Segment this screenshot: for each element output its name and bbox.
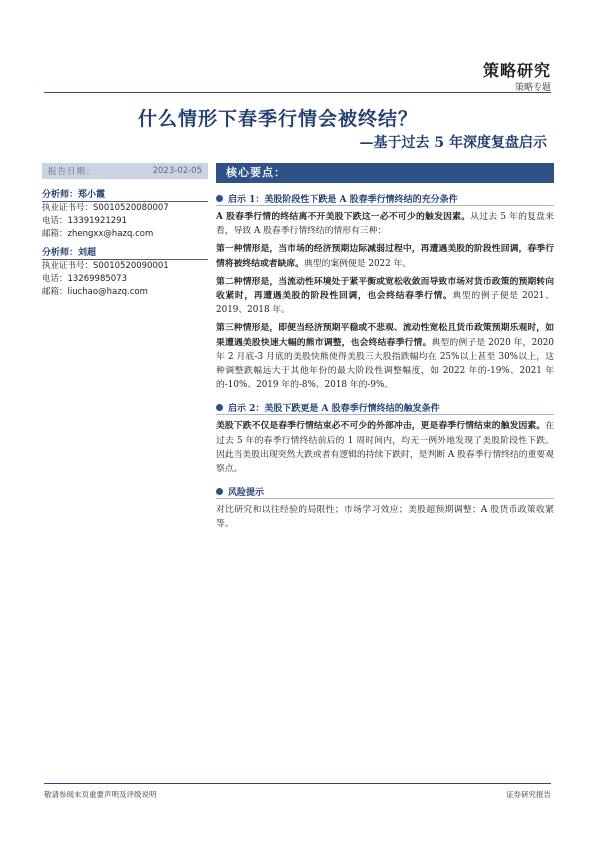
paragraph-text: 典型的例子是 2020 年，2020 年 2 月底-3 月底的美股快熊使得美股三大股指跌幅均在 25%以上甚至 30%以上，这种调整跌幅远大于其他年份的最大阶段性调整幅度，如 2022 年的-19%、2021 年的-10%、2019 年的-8%、2018 年的-9%。 [216,337,554,391]
paragraph-text: 典型的例子便是 2021、2019、2018 年。 [216,291,554,316]
paragraph [216,275,554,318]
bullet-icon [216,404,223,411]
email-label: 邮箱： [42,229,68,239]
analyst-email [42,228,208,241]
paragraph-text: 在过去 5 年的春季行情终结前后的 1 周时间内，均无一例外地发现了美股阶段性下跌。因此当美股出现突然大跌或者有逻辑的持续下跌时，是判断 A 股春季行情终结的重要观察点。 [216,421,554,475]
report-title: 什么情形下春季行情会被终结？ [138,108,419,130]
paragraph [216,321,554,392]
cert-number: S0010520090001 [93,261,169,271]
analyst-email [42,286,208,299]
report-date-label: 报告日期： [48,167,96,177]
cert-label: 执业证书号： [42,261,94,271]
section-heading [216,401,554,415]
analyst-heading: 分析师：刘超 [42,247,208,260]
footer-disclaimer: 敬请参阅末页重要声明及评级说明 [44,790,157,799]
report-subtitle: —基于过去 5 年深度复盘启示 [359,135,547,151]
header-subtitle: 策略专题 [514,83,551,93]
phone-label: 电话： [42,274,68,284]
key-points-bar: 核心要点： [216,163,554,183]
paragraph [216,242,554,270]
main-content [216,163,554,532]
paragraph-text: 典型的案例便是 2022 年。 [303,258,412,269]
bullet-icon [216,195,223,202]
analyst-cert [42,202,208,215]
bullet-icon [216,488,223,495]
email-label: 邮箱： [42,287,68,297]
analyst-phone [42,215,208,228]
cert-number: S0010520080007 [93,203,169,213]
report-date-value: 2023-02-05 [152,166,202,176]
paragraph-bold: 第三种情形是，即便当经济预期平稳或不悲观、流动性宽松且货币政策预期乐观时，如果遭遇美股快速大幅的熊市调整，也会终结春季行情。 [216,323,554,348]
cert-label: 执业证书号： [42,203,94,213]
footer-report-type: 证券研究报告 [506,790,551,799]
email-address[interactable]: zhengxx@hazq.com [67,229,154,239]
paragraph-text: 对比研究和以往经验的局限性；市场学习效应；美股超预期调整；A 股货币政策收紧等。 [216,505,554,530]
paragraph [216,210,554,238]
paragraph-bold: 美股下跌不仅是春季行情结束必不可少的外部冲击，更是春季行情结束的触发因素。 [216,421,546,432]
paragraph-text: 从过去 5 年的复盘来看，导致 A 股春季行情终结的情形有三种： [216,212,554,237]
section-heading [216,192,554,206]
paragraph-bold: A 股春季行情的终结离不开美股下跌这一必不可少的触发因素。 [216,212,471,222]
analyst-cert [42,260,208,273]
phone-number: 13269985073 [67,274,128,284]
paragraph-bold: 第二种情形是，当流动性环境处于紧平衡或宽松收敛而导致市场对货币政策的预期转向收紧时，再遭遇美股的阶段性回调，也会终结春季行情。 [216,276,554,302]
header-brand: 策略研究 [482,61,551,80]
email-address[interactable]: liuchao@hazq.com [67,287,148,297]
section-heading [216,485,554,499]
section-title: 启示 1：美股阶段性下跌是 A 股春季行情终结的充分条件 [228,195,458,205]
section-title: 启示 2：美股下跌更是 A 股春季行情终结的触发条件 [228,404,440,415]
phone-label: 电话： [42,216,68,226]
phone-number: 13391921291 [67,216,128,226]
paragraph-bold: 第一种情形是，当市场的经济预期边际减弱过程中，再遭遇美股的阶段性回调，春季行情将被终结或者缺席。 [216,244,554,269]
analyst-heading: 分析师：郑小霞 [42,189,208,202]
paragraph [216,419,554,476]
footer-divider [44,783,551,784]
header-divider [44,92,551,93]
paragraph [216,503,554,531]
sidebar [42,163,208,299]
analyst-phone [42,273,208,286]
section-title: 风险提示 [228,488,265,499]
report-date-bar [42,163,208,179]
